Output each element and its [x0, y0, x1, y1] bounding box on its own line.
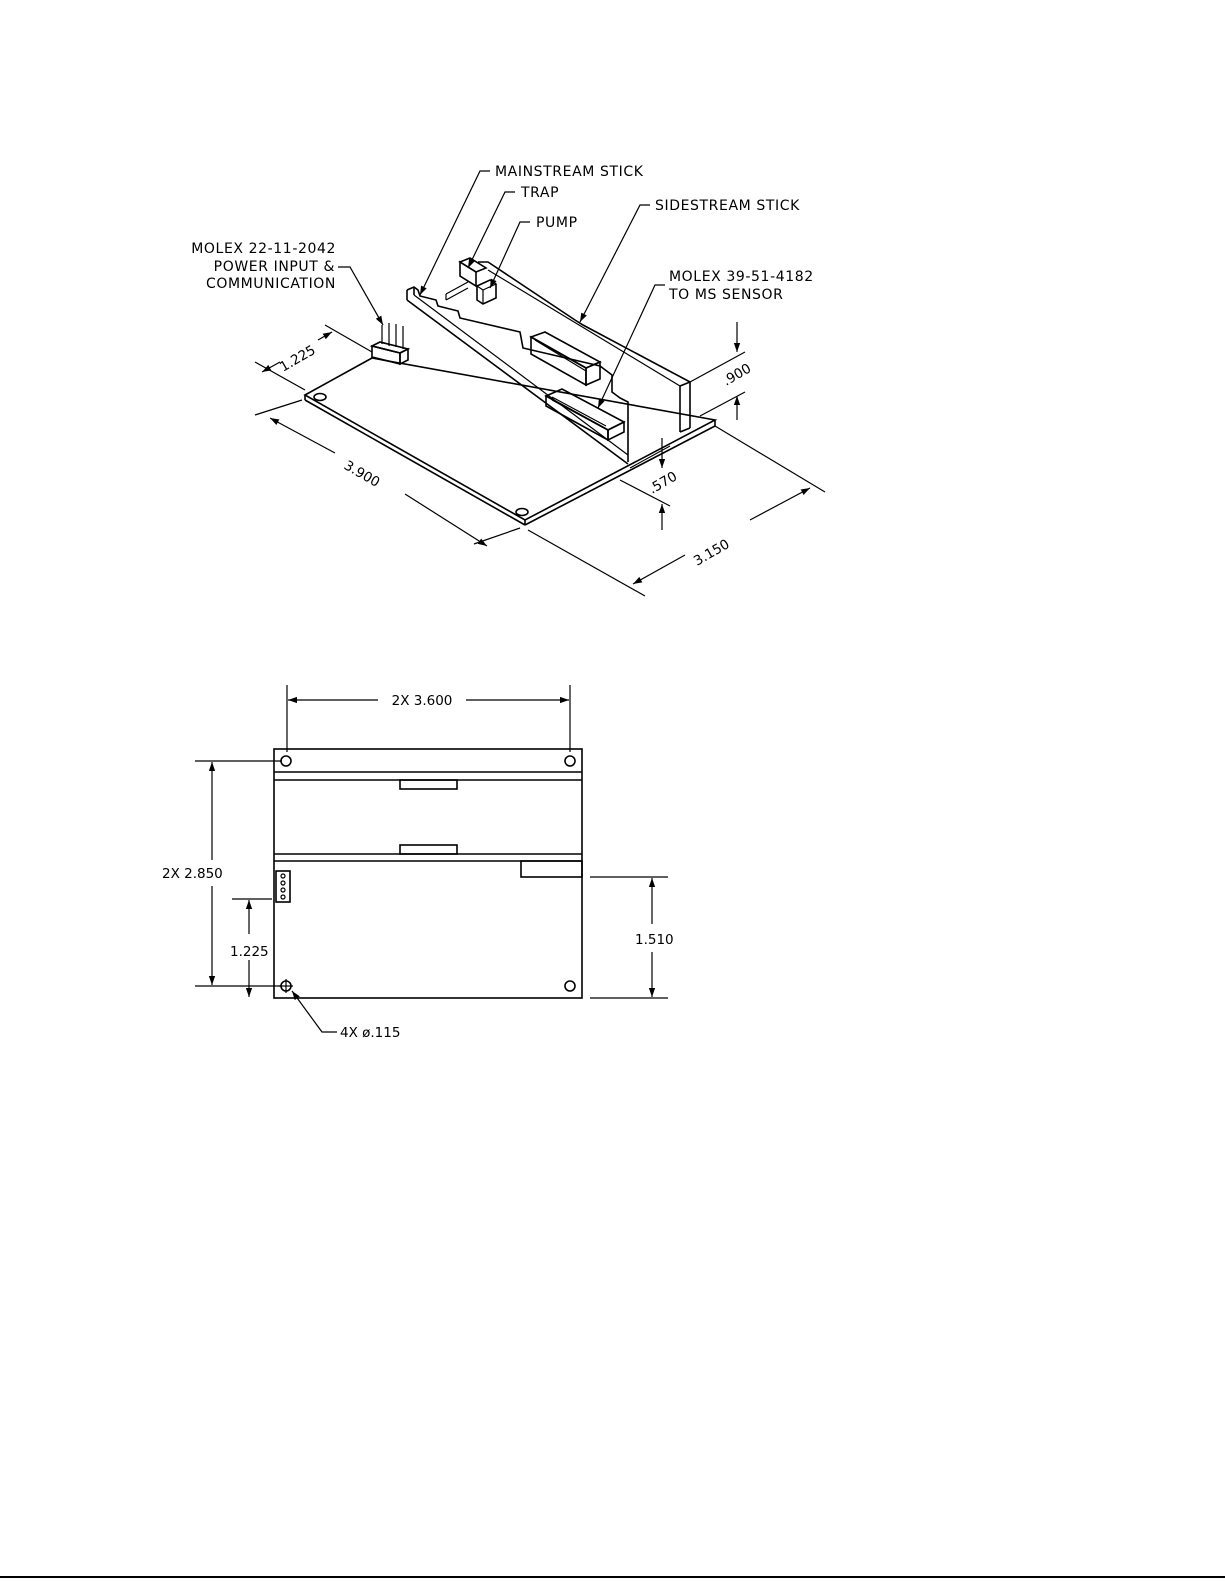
- pump-label: PUMP: [536, 215, 578, 231]
- mounting-hole: [516, 509, 528, 516]
- molex-power-connector: [372, 323, 408, 364]
- dimension-1225-top: [230, 899, 272, 997]
- dim-iso-conn-offset: 1.225: [277, 342, 319, 376]
- dim-width: 3.150: [691, 536, 733, 570]
- mainstream-stick-board: [407, 287, 628, 464]
- dimension-hole-spacing-x: [287, 685, 570, 752]
- top-board-outline: [274, 749, 582, 998]
- sidestream-stick-board: [478, 262, 690, 432]
- dim-top-conn-offset: 1.225: [230, 944, 269, 960]
- dim-length: 3.900: [341, 457, 383, 491]
- top-sensor-connector: [521, 861, 582, 877]
- top-connector-slot: [400, 845, 457, 854]
- molex-sensor-label-line1: MOLEX 39-51-4182: [669, 269, 814, 285]
- trap-label: TRAP: [521, 185, 560, 201]
- dimension-1510: [590, 877, 674, 998]
- dimension-1225-iso: [255, 325, 372, 390]
- dim-hole-spacing-x: 2X 3.600: [391, 693, 453, 709]
- molex-sensor-label-line2: TO MS SENSOR: [669, 287, 784, 303]
- connector-block-upper: [531, 332, 600, 385]
- trap-connector: [446, 258, 486, 300]
- dimension-900: [690, 322, 754, 420]
- dimension-3900: [255, 400, 520, 546]
- pump-connector: [477, 280, 496, 304]
- top-power-connector: [276, 871, 290, 902]
- top-mounting-hole: [565, 981, 575, 991]
- top-connector-slot: [400, 780, 457, 789]
- dim-connector-height: .570: [646, 468, 681, 498]
- mounting-hole: [314, 394, 326, 401]
- dim-hole-diameter: 4X ø.115: [340, 1025, 401, 1041]
- mainstream-stick-label: MAINSTREAM STICK: [495, 164, 644, 180]
- dim-right-offset: 1.510: [635, 932, 674, 948]
- callout-leaders: [338, 171, 665, 408]
- top-mounting-hole: [281, 756, 291, 766]
- sidestream-stick-label: SIDESTREAM STICK: [655, 198, 800, 214]
- dim-hole-spacing-y: 2X 2.850: [162, 866, 223, 882]
- isometric-view: [191, 164, 825, 596]
- molex-power-label-line3: COMMUNICATION: [205, 276, 336, 292]
- molex-power-label-line2: POWER INPUT &: [213, 259, 335, 275]
- dimension-570: [620, 438, 680, 530]
- dim-stick-height: .900: [720, 360, 755, 390]
- top-mounting-hole: [565, 756, 575, 766]
- dimension-3150: [528, 426, 825, 596]
- top-view: [162, 685, 674, 1041]
- molex-power-label-line1: MOLEX 22-11-2042: [191, 241, 336, 257]
- pcb-board: [305, 358, 715, 525]
